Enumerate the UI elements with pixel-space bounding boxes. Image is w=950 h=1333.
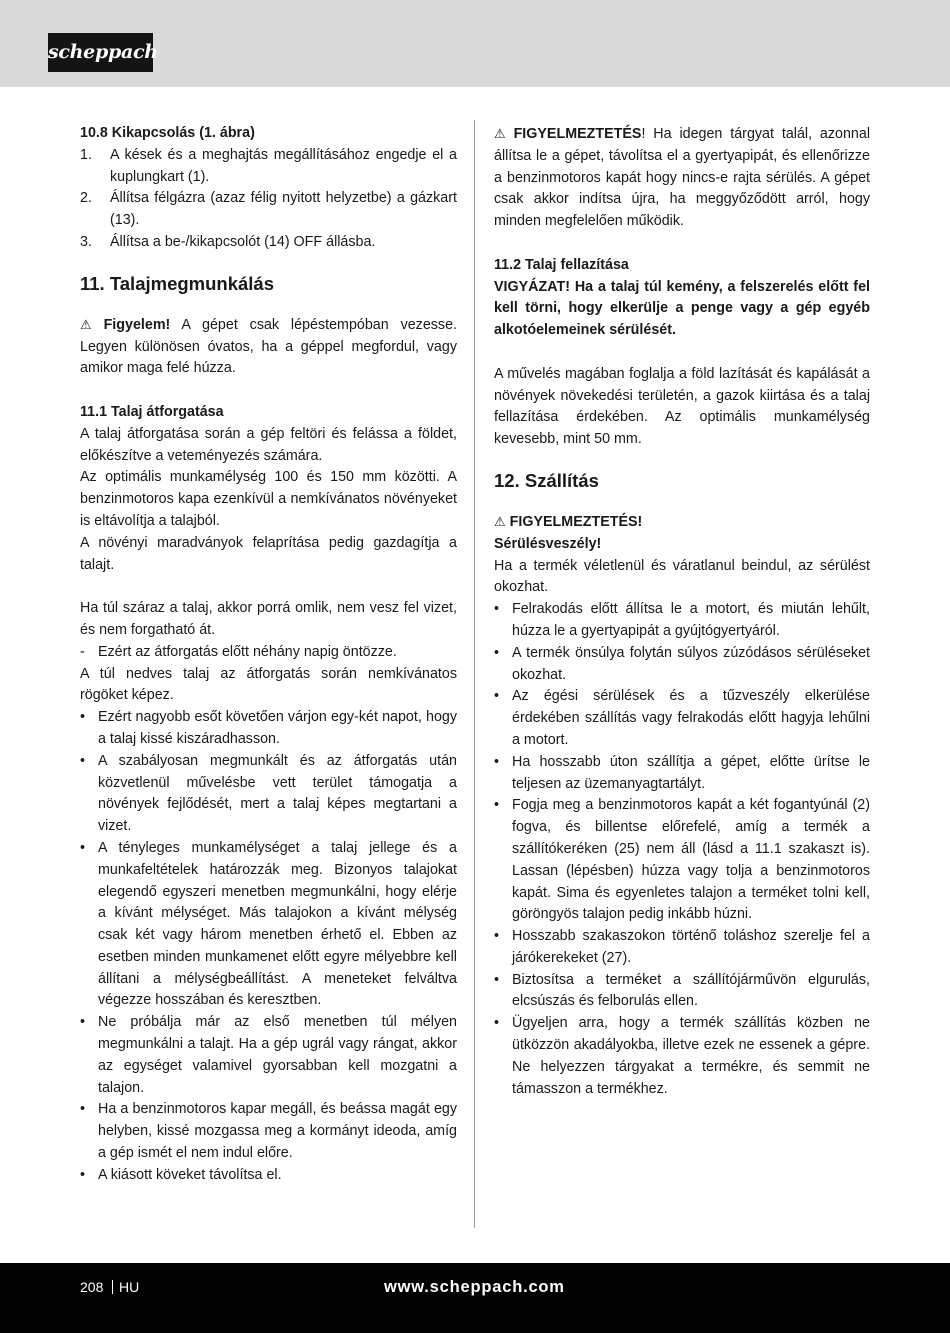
bullet-marker: • bbox=[80, 752, 86, 769]
step-list bbox=[80, 145, 457, 254]
bullet-marker: • bbox=[80, 709, 86, 726]
dash-item bbox=[80, 642, 457, 664]
bullet-list bbox=[80, 707, 457, 1187]
list-item-text: A szabályosan megmunkált és az átforgatás után közvetlenül művelésbe vett terület támogatja a növények fejlődését, mert a talaj képes megtartani a vizet. bbox=[98, 752, 457, 835]
warning-label: FIGYELMEZTETÉS bbox=[513, 126, 642, 142]
paragraph: Az optimális munkamélység 100 és 150 mm közötti. A benzinmotoros kapa ezenkívül a nemkívánatos növényeket is eltávolítja a talajból. bbox=[80, 469, 457, 529]
language-code: HU bbox=[119, 1279, 140, 1295]
header-band bbox=[0, 0, 950, 87]
dash-item-text: Ezért az átforgatás előtt néhány napig öntözze. bbox=[98, 643, 397, 660]
list-item-text: Ezért nagyobb esőt követően várjon egy-két napot, hogy a talaj kissé kiszáradhasson. bbox=[98, 709, 457, 747]
section-11-2-heading: 11.2 Talaj fellazítása bbox=[494, 256, 629, 273]
list-item bbox=[494, 686, 870, 751]
list-item-text: Az égési sérülések és a tűzveszély elkerülése érdekében szállítás vagy felrakodás előtt hagyja lehűlni a motort. bbox=[512, 688, 870, 748]
list-item-text: Biztosítsa a terméket a szállítójárművön elgurulás, elcsúszás és felborulás ellen. bbox=[512, 971, 870, 1010]
bullet-list bbox=[494, 599, 870, 1100]
column-divider bbox=[474, 120, 475, 1228]
bullet-marker: • bbox=[494, 971, 500, 988]
footer-separator bbox=[112, 1280, 113, 1294]
list-item bbox=[494, 752, 870, 796]
bullet-marker: • bbox=[494, 797, 500, 814]
section-12-heading: 12. Szállítás bbox=[494, 469, 599, 491]
step-item bbox=[80, 232, 457, 254]
caution-paragraph: VIGYÁZAT! Ha a talaj túl kemény, a felszerelés előtt fel kell törni, hogy elkerülje a penge vagy a gép egyéb alkotóelemeinek sérülését. bbox=[494, 278, 870, 339]
list-item bbox=[80, 751, 457, 838]
warning-triangle-icon: ⚠ bbox=[494, 513, 506, 529]
list-item-text: A tényleges munkamélységet a talaj jellege és a munkafeltételek határozzák meg. Bizonyos talajokat elegendő egyszeri menetben megmunkálni, hogy elérje a kívánt mélységet. Más talajokon a kívánt mélység csak két vagy három menetben érhető el. Ebben az esetben minden munkamenet előtt egyre mélyebbre kell állítani a mélységbeállítást. A meneteket felváltva végezze hosszában és keresztben. bbox=[98, 839, 457, 1009]
attention-text: A gépet csak lépéstempóban vezesse. Legyen különösen óvatos, ha a géppel megfordul, vagy amikor maga felé húzza. bbox=[80, 316, 457, 377]
list-item-text: Ha a benzinmotoros kapar megáll, és beássa magát egy helyben, kissé mozgassa meg a kormányt ideoda, amíg a gép ismét el nem indul előre. bbox=[98, 1101, 457, 1162]
bullet-marker: • bbox=[494, 601, 500, 618]
injury-hazard-label: Sérülésveszély! bbox=[494, 535, 602, 552]
list-item bbox=[80, 707, 457, 751]
list-item bbox=[80, 1165, 457, 1187]
step-text: Állítsa a be-/kikapcsolót (14) OFF állásba. bbox=[110, 233, 376, 250]
step-text: A kések és a meghajtás megállításához engedje el a kuplungkart (1). bbox=[110, 146, 457, 185]
list-item-text: A kiásott köveket távolítsa el. bbox=[98, 1166, 282, 1183]
warning-paragraph bbox=[494, 123, 870, 233]
list-item bbox=[80, 1099, 457, 1164]
step-number: 1. bbox=[80, 146, 92, 163]
paragraph: A talaj átforgatása során a gép feltöri és felássa a földet, előkészítve a veteményezés számára. bbox=[80, 425, 457, 464]
step-item bbox=[80, 188, 457, 232]
footer-band bbox=[0, 1263, 950, 1333]
list-item bbox=[494, 643, 870, 687]
warning-text: ! Ha idegen tárgyat talál, azonnal állítsa le a gépet, távolítsa el a gyertyapipát, és ellenőrizze a benzinmotoros kapát hogy nincs-e rajta sérülés. A gépet csak akkor indítsa újra, ha meggyőződött arról, hogy minden megfelelően működik. bbox=[494, 126, 871, 230]
warning-heading bbox=[494, 511, 870, 534]
paragraph: Ha túl száraz a talaj, akkor porrá omlik, nem vesz fel vizet, és nem forgatható át. bbox=[80, 600, 457, 638]
warning-triangle-icon: ⚠ bbox=[494, 126, 510, 141]
bullet-marker: • bbox=[80, 1101, 86, 1118]
list-item bbox=[80, 838, 457, 1012]
left-column bbox=[80, 123, 457, 1187]
right-column bbox=[494, 123, 870, 1100]
bullet-marker: • bbox=[80, 839, 86, 856]
page-number: 208 bbox=[80, 1279, 104, 1295]
attention-label: Figyelem! bbox=[103, 316, 171, 333]
list-item-text: Felrakodás előtt állítsa le a motort, és miután lehűlt, húzza le a gyertyapipát a gyújtógyertyáról. bbox=[512, 601, 870, 639]
list-item bbox=[494, 970, 870, 1014]
bullet-marker: • bbox=[494, 928, 500, 945]
list-item-text: Ha hosszabb úton szállítja a gépet, előtte ürítse le teljesen az üzemanyagtartályt. bbox=[512, 753, 870, 792]
list-item-text: Ne próbálja már az első menetben túl mélyen megmunkálni a talajt. Ha a gép ugrál vagy rángat, akkor az egységet valamivel gyorsabban kell mozgatni a talajon. bbox=[98, 1014, 457, 1096]
bullet-marker: • bbox=[494, 688, 500, 705]
paragraph: A művelés magában foglalja a föld lazítását és kapálását a növények növekedési területén, a gazok kiirtása és a talaj fellazítása érdekében. Az optimális munkamélység kevesebb, mint 50 mm. bbox=[494, 365, 870, 448]
list-item-text: Ügyeljen arra, hogy a termék szállítás közben ne ütközzön akadályokba, illetve ezek ne essenek a gépre. Ne helyezzen tárgyakat a termékre, és semmit ne támasszon a termékhez. bbox=[512, 1015, 870, 1097]
step-item bbox=[80, 145, 457, 189]
list-item bbox=[494, 926, 870, 970]
list-item bbox=[494, 795, 870, 926]
scheppach-logo: scheppach bbox=[48, 33, 153, 72]
bullet-marker: • bbox=[80, 1166, 86, 1183]
warning-triangle-icon: ⚠ bbox=[80, 316, 100, 332]
list-item-text: A termék önsúlya folytán súlyos zúzódásos sérüléseket okozhat. bbox=[512, 644, 870, 683]
paragraph: Ha a termék véletlenül és váratlanul beindul, az sérülést okozhat. bbox=[494, 557, 870, 596]
website-link[interactable]: www.scheppach.com bbox=[384, 1278, 565, 1296]
step-number: 3. bbox=[80, 233, 92, 250]
bullet-marker: • bbox=[494, 644, 500, 661]
paragraph: A növényi maradványok felaprítása pedig gazdagítja a talajt. bbox=[80, 534, 457, 573]
step-text: Állítsa félgázra (azaz félig nyitott helyzetbe) a gázkart (13). bbox=[110, 190, 457, 229]
dash-marker: - bbox=[80, 643, 85, 660]
bullet-marker: • bbox=[80, 1014, 86, 1031]
bullet-marker: • bbox=[494, 1015, 500, 1032]
list-item bbox=[494, 599, 870, 643]
list-item-text: Fogja meg a benzinmotoros kapát a két fogantyúnál (2) fogva, és billentse előrefelé, amíg a termék a szállítókeréken (25) nem áll (lásd a 11.1 szakaszt is). Lassan (lépésben) húzza vagy tolja a benzinmotoros kapát. Sima és egyenletes talajon a terméket tolni kell, göröngyös talajon pedig inkább húzni. bbox=[512, 797, 870, 923]
bullet-marker: • bbox=[494, 753, 500, 770]
section-10-8-heading: 10.8 Kikapcsolás (1. ábra) bbox=[80, 125, 255, 141]
section-11-heading: 11. Talajmegmunkálás bbox=[80, 272, 275, 294]
warning-label: FIGYELMEZTETÉS! bbox=[509, 513, 643, 530]
paragraph: A túl nedves talaj az átforgatás során nemkívánatos rögöket képez. bbox=[80, 665, 457, 704]
list-item-text: Hosszabb szakaszokon történő toláshoz szerelje fel a járókerekeket (27). bbox=[512, 928, 870, 966]
list-item bbox=[494, 1013, 870, 1100]
step-number: 2. bbox=[80, 190, 92, 207]
list-item bbox=[80, 1012, 457, 1099]
attention-paragraph bbox=[80, 314, 457, 380]
section-11-1-heading: 11.1 Talaj átforgatása bbox=[80, 403, 224, 420]
